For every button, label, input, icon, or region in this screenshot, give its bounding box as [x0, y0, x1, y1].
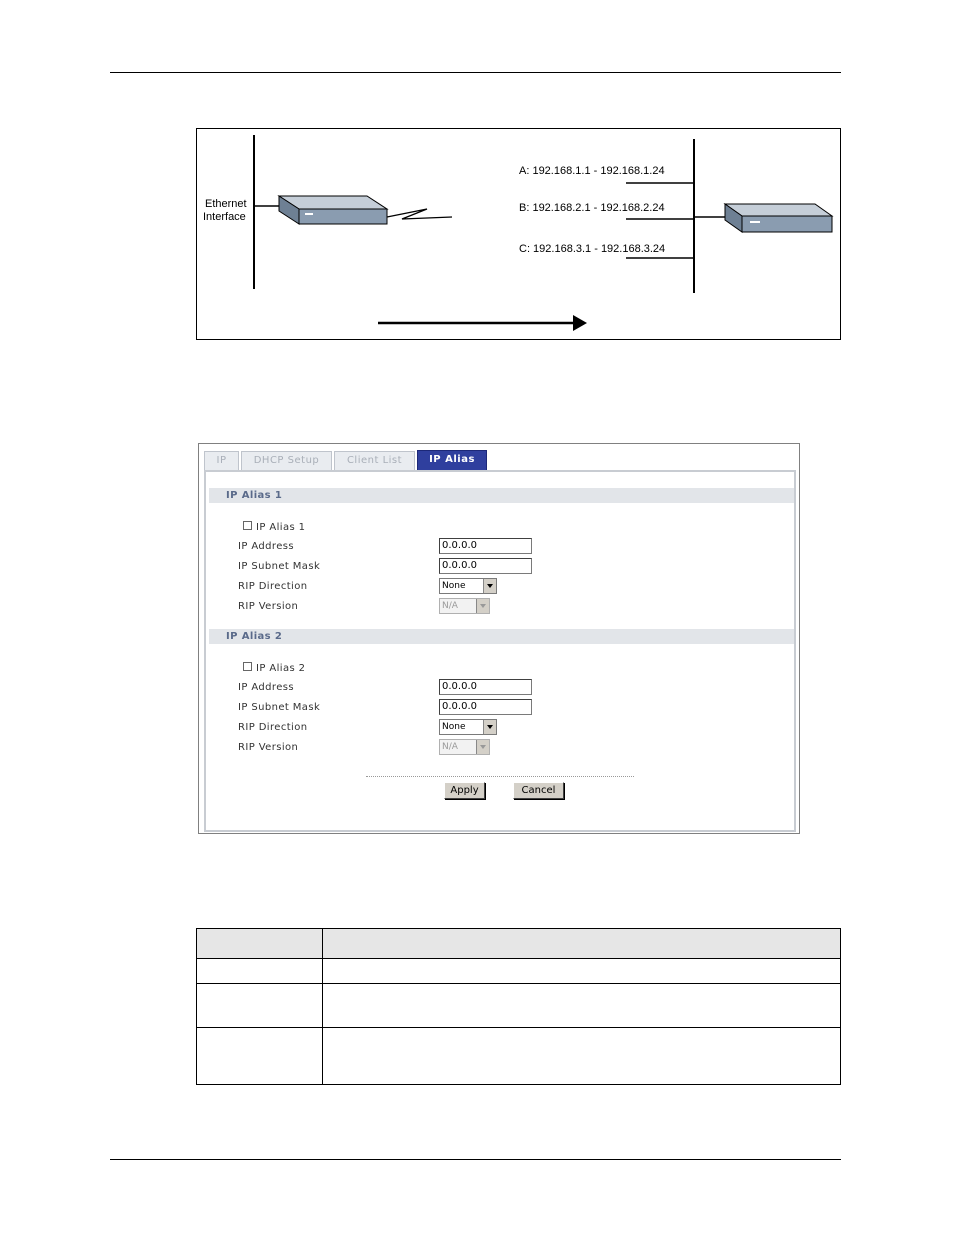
ip-alias-1-checkbox[interactable] — [243, 521, 252, 530]
header-rule — [110, 72, 841, 73]
footer-rule — [110, 1159, 841, 1160]
dropdown-arrow-icon — [476, 599, 489, 613]
ethernet-label: Ethernet — [205, 198, 247, 210]
diagram-lines — [197, 129, 842, 341]
ip-alias-1-ip-address-input[interactable]: 0.0.0.0 — [439, 538, 532, 554]
ip-alias-2-rip-direction-select[interactable] — [439, 719, 497, 735]
right-router-icon — [725, 204, 832, 232]
ip-alias-network-diagram — [196, 128, 841, 340]
dropdown-arrow-icon[interactable] — [483, 720, 496, 734]
dropdown-arrow-icon[interactable] — [483, 579, 496, 593]
table-header-cell — [197, 929, 323, 959]
tab-ip-alias[interactable]: IP Alias — [417, 450, 487, 470]
ip-alias-screen — [198, 443, 800, 834]
table-cell — [323, 1028, 841, 1085]
field-description-table — [196, 928, 841, 1085]
interface-label: Interface — [203, 211, 246, 223]
ip-alias-1-checkbox-label: IP Alias 1 — [256, 522, 306, 533]
ip-alias-1-rip-direction-select[interactable] — [439, 578, 497, 594]
tab-ip[interactable]: IP — [204, 451, 239, 470]
table-row — [197, 984, 841, 1028]
table-cell — [323, 984, 841, 1028]
button-divider — [366, 776, 634, 777]
table-row — [197, 959, 841, 984]
tab-client-list[interactable]: Client List — [334, 451, 415, 470]
tab-dhcp-setup[interactable]: DHCP Setup — [241, 451, 332, 470]
rip-direction-value: None — [442, 722, 466, 732]
ip-alias-2-ip-address-input[interactable]: 0.0.0.0 — [439, 679, 532, 695]
subnet-b-label: B: 192.168.2.1 - 192.168.2.24 — [519, 202, 665, 214]
rip-direction-label: RIP Direction — [238, 581, 308, 592]
table-header-cell — [323, 929, 841, 959]
ip-alias-2-checkbox[interactable] — [243, 662, 252, 671]
rip-direction-label: RIP Direction — [238, 722, 308, 733]
rip-version-value: N/A — [442, 742, 458, 752]
subnet-mask-label: IP Subnet Mask — [238, 561, 321, 572]
rip-version-value: N/A — [442, 601, 458, 611]
section-ip-alias-2: IP Alias 2 — [209, 629, 794, 644]
dropdown-arrow-icon — [476, 740, 489, 754]
ip-alias-panel — [204, 470, 796, 832]
ip-address-label: IP Address — [238, 682, 294, 693]
table-cell — [197, 959, 323, 984]
subnet-mask-label: IP Subnet Mask — [238, 702, 321, 713]
rip-direction-value: None — [442, 581, 466, 591]
table-cell — [197, 984, 323, 1028]
ip-alias-2-checkbox-label: IP Alias 2 — [256, 663, 306, 674]
section-ip-alias-1: IP Alias 1 — [209, 488, 794, 503]
rip-version-label: RIP Version — [238, 601, 299, 612]
table-row — [197, 1028, 841, 1085]
table-cell — [323, 959, 841, 984]
rip-version-label: RIP Version — [238, 742, 299, 753]
subnet-a-label: A: 192.168.1.1 - 192.168.1.24 — [519, 165, 665, 177]
ip-alias-1-rip-version-select — [439, 598, 490, 614]
table-cell — [197, 1028, 323, 1085]
ip-alias-2-subnet-mask-input[interactable]: 0.0.0.0 — [439, 699, 532, 715]
apply-button[interactable]: Apply — [444, 782, 485, 799]
ip-alias-2-rip-version-select — [439, 739, 490, 755]
table-header-row — [197, 929, 841, 959]
subnet-c-label: C: 192.168.3.1 - 192.168.3.24 — [519, 243, 666, 255]
ip-alias-1-subnet-mask-input[interactable]: 0.0.0.0 — [439, 558, 532, 574]
ip-address-label: IP Address — [238, 541, 294, 552]
direction-arrow-icon — [573, 315, 587, 331]
left-router-icon — [279, 196, 387, 224]
cancel-button[interactable]: Cancel — [513, 782, 564, 799]
